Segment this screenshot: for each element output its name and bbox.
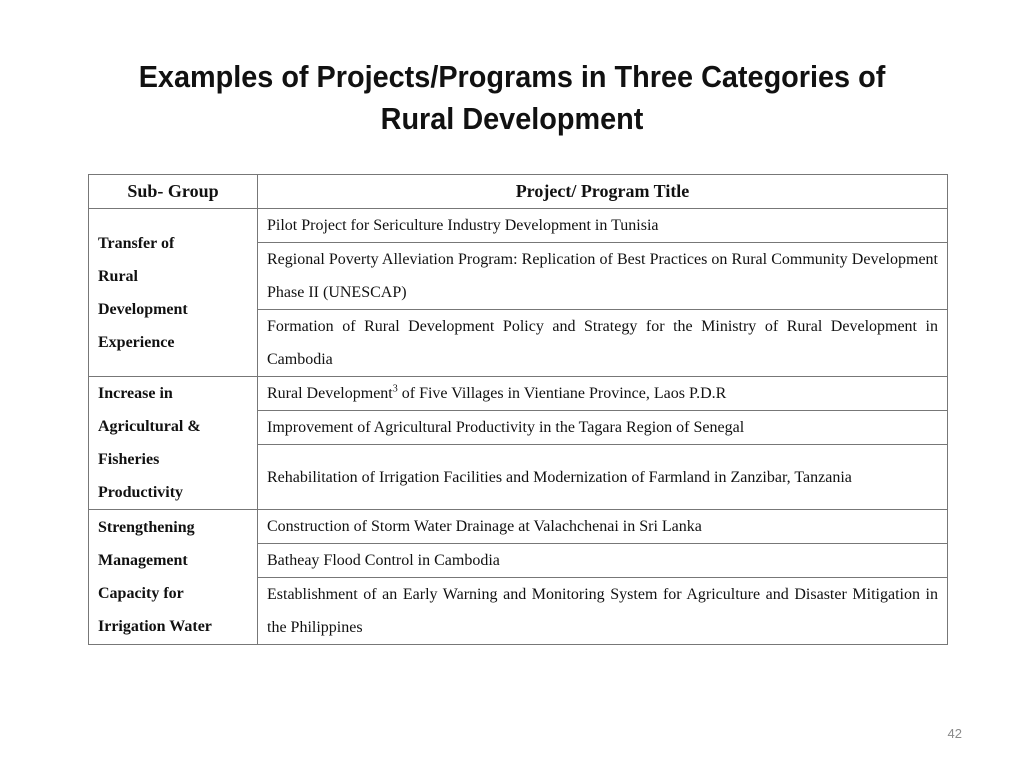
- sub-group-cell: [89, 510, 258, 645]
- project-title-cell: Rehabilitation of Irrigation Facilities and Modernization of Farmland in Zanzibar, Tanzania: [258, 445, 948, 510]
- project-title-cell: Improvement of Agricultural Productivity in the Tagara Region of Senegal: [258, 411, 948, 445]
- table-header-row: [89, 175, 948, 209]
- project-title-cell: Batheay Flood Control in Cambodia: [258, 544, 948, 578]
- sub-group-label: Irrigation Water: [98, 618, 212, 635]
- sub-group-label: Productivity: [98, 484, 184, 501]
- projects-table: [88, 174, 948, 645]
- project-title-cell: [258, 377, 948, 411]
- sub-group-label: Capacity for: [98, 585, 184, 602]
- sub-group-label: Strengthening: [98, 519, 195, 536]
- sub-group-label: Increase in: [98, 385, 173, 402]
- table-row: [89, 510, 948, 544]
- page-title-line-2: Rural Development: [380, 101, 644, 136]
- sub-group-label: Management: [98, 552, 188, 569]
- header-sub-group: Sub- Group: [89, 175, 258, 209]
- project-title-cell: Construction of Storm Water Drainage at Valachchenai in Sri Lanka: [258, 510, 948, 544]
- project-title-text: of Five Villages in Vientiane Province, Laos P.D.R: [397, 385, 727, 402]
- header-project-title: Project/ Program Title: [258, 175, 948, 209]
- table-row: [89, 209, 948, 243]
- sub-group-label: Rural: [98, 267, 138, 285]
- page-title: [73, 56, 951, 140]
- sub-group-label: Development: [98, 300, 188, 318]
- page-number: 42: [947, 726, 962, 741]
- sub-group-label: Fisheries: [98, 451, 160, 468]
- sub-group-label: Experience: [98, 333, 175, 351]
- sub-group-label: Transfer of: [98, 234, 175, 252]
- project-title-cell: Pilot Project for Sericulture Industry Development in Tunisia: [258, 209, 948, 243]
- page-title-line-1: Examples of Projects/Programs in Three Categories of: [138, 59, 886, 94]
- sub-group-label: Agricultural &: [98, 418, 201, 435]
- sub-group-cell: [89, 209, 258, 377]
- project-title-text: Rural Development: [267, 385, 393, 402]
- project-title-cell: Regional Poverty Alleviation Program: Replication of Best Practices on Rural Community Development Phase II (UNESCAP): [258, 243, 948, 310]
- project-title-cell: Formation of Rural Development Policy and Strategy for the Ministry of Rural Development in Cambodia: [258, 310, 948, 377]
- footnote-mark: 3: [392, 383, 398, 395]
- sub-group-cell: [89, 377, 258, 510]
- project-title-cell: Establishment of an Early Warning and Monitoring System for Agriculture and Disaster Mitigation in the Philippines: [258, 578, 948, 645]
- table-row: [89, 377, 948, 411]
